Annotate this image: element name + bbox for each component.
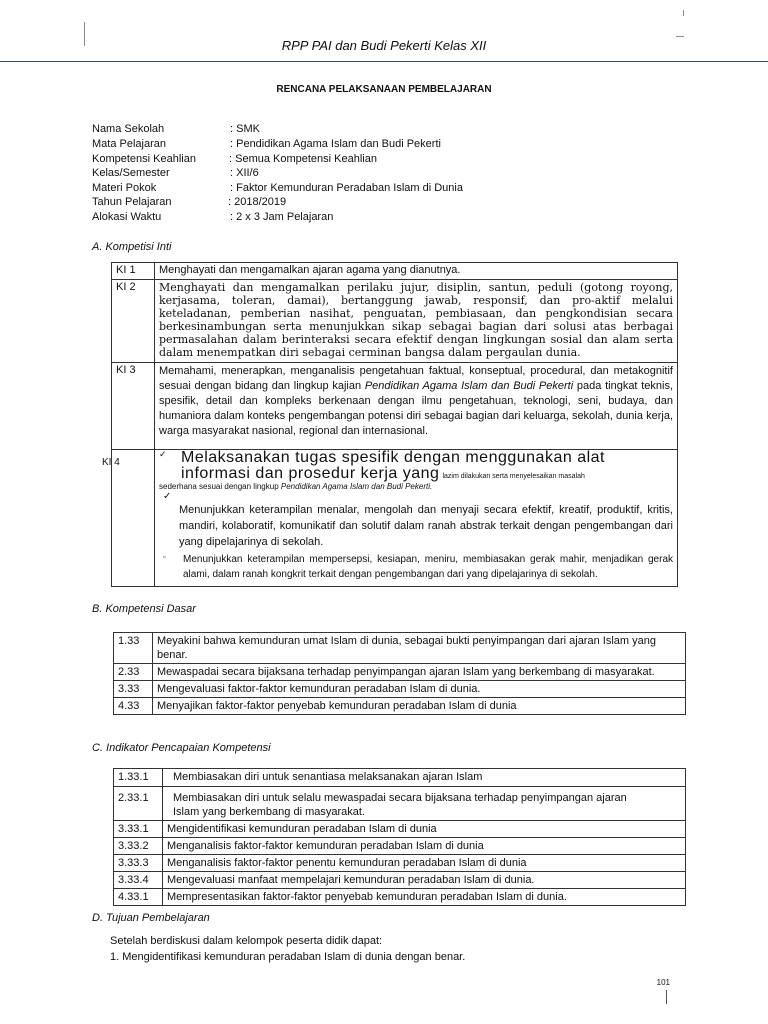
table-row: 3.33.4 Mengevaluasi manfaat mempelajari kemunduran peradaban Islam di dunia. [114, 872, 686, 889]
table-row: 2.33.1 Membiasakan diri untuk selalu mewaspadai secara bijaksana terhadap penyimpangan ajaran Islam yang berkembang di masyarakat. [114, 787, 686, 821]
table-row: 3.33 Mengevaluasi faktor-faktor kemunduran peradaban Islam di dunia. [114, 681, 686, 698]
identity-row: Tahun Pelajaran : 2018/2019 [92, 196, 287, 208]
table-row [112, 280, 678, 363]
check-icon: ✓ [163, 491, 172, 502]
ki-text: Menghayati dan mengamalkan ajaran agama yang dianutnya. [155, 263, 678, 280]
section-b-heading: B. Kompetensi Dasar [92, 603, 196, 615]
check-icon: ✓ [159, 449, 167, 459]
table-row [112, 263, 678, 280]
margin-mark-right [683, 10, 684, 16]
ki4-bullet: ▫ Menunjukkan keterampilan mempersepsi, kesiapan, meniru, membiasakan gerak mahir, menjadikan gerak alami, dalam ranah kongkrit terkait dengan pengembangan dari yang dipelajarinya di sekolah. [159, 552, 673, 582]
ki-code-cell [112, 450, 155, 587]
tujuan-intro: Setelah berdiskusi dalam kelompok peserta didik dapat: [110, 935, 383, 947]
tujuan-item: 1. Mengidentifikasi kemunduran peradaban Islam di dunia dengan benar. [110, 951, 466, 963]
table-row: 4.33.1 Mempresentasikan faktor-faktor penyebab kemunduran peradaban Islam di dunia. [114, 889, 686, 906]
identity-row: Kompetensi Keahlian : Semua Kompetensi Keahlian [92, 153, 377, 165]
identity-row: Kelas/Semester : XII/6 [92, 167, 259, 179]
table-row: 1.33.1 Membiasakan diri untuk senantiasa melaksanakan ajaran Islam [114, 769, 686, 787]
header-rule [0, 61, 768, 62]
ki-text: Memahami, menerapkan, menganalisis pengetahuan faktual, konseptual, procedural, dan metakognitif sesuai dengan bidang dan lingkup kajian Pendidikan Agama Islam dan Budi Pekerti pada tingkat teknis, spesifik, detail dan kompleks berkenaan dengan ilmu pengetahuan, teknologi, seni, budaya, dan humaniora dalam konteks pengembangan potensi diri sebagai bagian dari keluarga, sekolah, dunia kerja, warga masyarakat nasional, regional dan internasional. [155, 363, 678, 450]
running-header: RPP PAI dan Budi Pekerti Kelas XII [281, 38, 487, 53]
identity-row: Alokasi Waktu : 2 x 3 Jam Pelajaran [92, 211, 334, 223]
ki4-code: KI 4 [102, 457, 120, 468]
ki-code: KI 2 [112, 280, 155, 363]
ki4-continuation: sederhana sesuai dengan lingkup Pendidikan Agama Islam dan Budi Pekerti. [159, 482, 433, 491]
bullet-square-icon: ▫ [163, 554, 166, 561]
ipk-table [113, 768, 686, 906]
page-number: 101 [656, 978, 670, 987]
ki-table [111, 262, 678, 587]
section-d-heading: D. Tujuan Pembelajaran [92, 912, 210, 924]
table-row: 2.33 Mewaspadai secara bijaksana terhadap penyimpangan ajaran Islam yang berkembang di masyarakat. [114, 664, 686, 681]
ki-code: KI 1 [112, 263, 155, 280]
identity-row: Mata Pelajaran : Pendidikan Agama Islam dan Budi Pekerti [92, 138, 441, 150]
margin-mark-right-dash [676, 36, 684, 37]
table-row: 3.33.3 Menganalisis faktor-faktor penentu kemunduran peradaban Islam di dunia [114, 855, 686, 872]
identity-row: Materi Pokok : Faktor Kemunduran Peradaban Islam di Dunia [92, 182, 463, 194]
table-row [112, 363, 678, 450]
ki4-bullet: Menunjukkan keterampilan menalar, mengolah dan menyaji secara efektif, kreatif, produktif, kritis, mandiri, kolaboratif, komunikatif dan solutif dalam ranah abstrak terkait dengan pengembangan dari yang dipelajarinya di sekolah. [179, 504, 673, 548]
document-title: RENCANA PELAKSANAAN PEMBELAJARAN [276, 84, 492, 95]
table-row: 3.33.2 Menganalisis faktor-faktor kemunduran peradaban Islam di dunia [114, 838, 686, 855]
ki-text: Menghayati dan mengamalkan perilaku jujur, disiplin, santun, peduli (gotong royong, kerjasama, toleran, damai), bertanggung jawab, responsif, dan pro-aktif melalui keteladanan, pemberian nasihat, penguatan, pembiasaan, dan pengkondisian secara berkesinambungan serta menunjukkan sikap sebagai bagian dari solusi atas berbagai permasalahan dalam berinteraksi secara efektif dengan lingkungan sosial dan alam serta dalam menempatkan diri sebagai cerminan bangsa dalam pergaulan dunia. [155, 280, 678, 363]
identity-row: Nama Sekolah : SMK [92, 123, 260, 135]
section-a-heading: A. Kompetisi Inti [92, 241, 172, 253]
table-row [112, 450, 678, 587]
ki-text: ✓ Melaksanakan tugas spesifik dengan menggunakan alat informasi dan prosedur kerja yang lazim dilakukan serta menyelesaikan masalah sederhana sesuai dengan lingkup Pendidikan Agama Islam dan Budi Pekerti. ✓ Menunjukkan keterampilan menalar, mengolah dan menyaji secara efektif, kreatif, produktif, kritis, mandiri, kolaboratif, komunikatif dan solutif dalam ranah abstrak terkait dengan pengembangan dari yang dipelajarinya di sekolah. ▫ Menunjukkan keterampilan mempersepsi, kesiapan, meniru, membiasakan gerak mahir, menjadikan gerak alami, dalam ranah kongkrit terkait dengan pengembangan dari yang dipelajarinya di sekolah. [155, 450, 678, 587]
table-row: 1.33 Meyakini bahwa kemunduran umat Islam di dunia, sebagai bukti penyimpangan dari ajaran Islam yang benar. [114, 633, 686, 664]
margin-mark-bottom [666, 990, 667, 1004]
table-row: 3.33.1 Mengidentifikasi kemunduran peradaban Islam di dunia [114, 821, 686, 838]
ki-code: KI 3 [112, 363, 155, 450]
section-c-heading: C. Indikator Pencapaian Kompetensi [92, 742, 271, 754]
kd-table [113, 632, 686, 715]
table-row: 4.33 Menyajikan faktor-faktor penyebab kemunduran peradaban Islam di dunia [114, 698, 686, 715]
